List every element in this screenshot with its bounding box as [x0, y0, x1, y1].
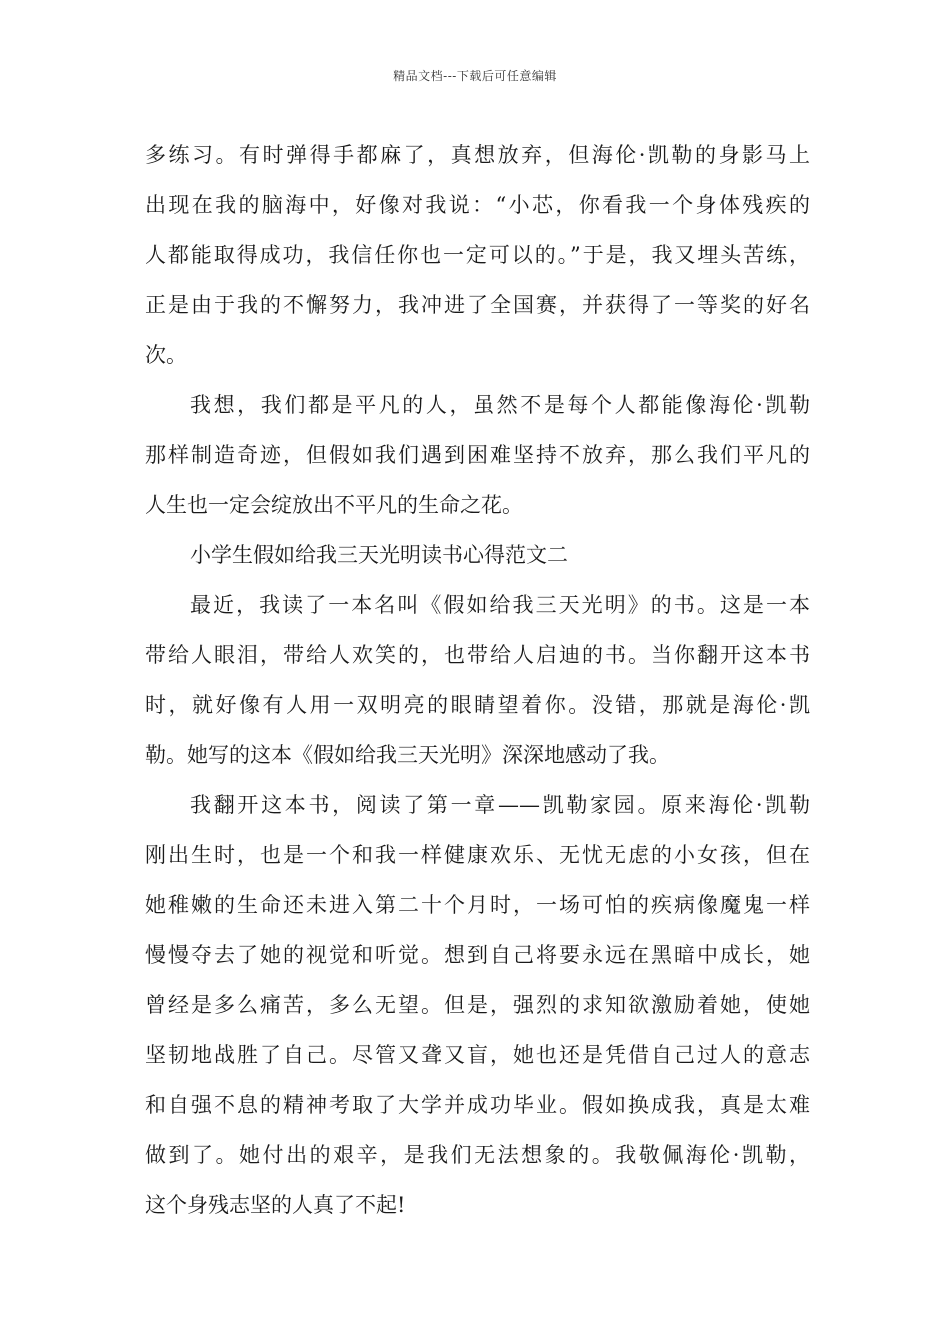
paragraph-first-line: 我翻开这本书，阅读了第一章——凯勒家园。原来海伦·凯勒 [190, 793, 810, 817]
text-line: 多练习。有时弹得手都麻了，真想放弃，但海伦·凯勒的身影马上 [145, 143, 810, 167]
text-line: 正是由于我的不懈努力，我冲进了全国赛，并获得了一等奖的好名 [145, 293, 810, 317]
text-line: 那样制造奇迹，但假如我们遇到困难坚持不放弃，那么我们平凡的 [145, 443, 810, 467]
paragraph-first-line: 最近，我读了一本名叫《假如给我三天光明》的书。这是一本 [190, 593, 810, 617]
text-line: 带给人眼泪，带给人欢笑的，也带给人启迪的书。当你翻开这本书 [145, 643, 810, 667]
paragraph-first-line: 我想，我们都是平凡的人，虽然不是每个人都能像海伦·凯勒 [190, 393, 810, 417]
text-line: 和自强不息的精神考取了大学并成功毕业。假如换成我，真是太难 [145, 1093, 810, 1117]
text-line: 出现在我的脑海中，好像对我说：“小芯，你看我一个身体残疾的 [145, 193, 810, 217]
document-body [145, 130, 810, 1230]
text-line: 勒。她写的这本《假如给我三天光明》深深地感动了我。 [145, 743, 670, 767]
text-line: 人都能取得成功，我信任你也一定可以的。”于是，我又埋头苦练， [145, 243, 810, 267]
section-heading: 小学生假如给我三天光明读书心得范文二 [190, 543, 568, 567]
text-line: 人生也一定会绽放出不平凡的生命之花。 [145, 493, 523, 517]
text-line: 次。 [145, 343, 187, 367]
text-line: 坚韧地战胜了自己。尽管又聋又盲，她也还是凭借自己过人的意志 [145, 1043, 810, 1067]
text-line: 时，就好像有人用一双明亮的眼睛望着你。没错，那就是海伦·凯 [145, 693, 810, 717]
text-line: 曾经是多么痛苦，多么无望。但是，强烈的求知欲激励着她，使她 [145, 993, 810, 1017]
text-line: 做到了。她付出的艰辛，是我们无法想象的。我敬佩海伦·凯勒， [145, 1143, 810, 1167]
text-line: 这个身残志坚的人真了不起! [145, 1193, 406, 1217]
text-line: 她稚嫩的生命还未进入第二十个月时，一场可怕的疾病像魔鬼一样 [145, 893, 810, 917]
text-line: 慢慢夺去了她的视觉和听觉。想到自己将要永远在黑暗中成长，她 [145, 943, 810, 967]
page-header: 精品文档---下载后可任意编辑 [393, 69, 557, 83]
text-line: 刚出生时，也是一个和我一样健康欢乐、无忧无虑的小女孩，但在 [145, 843, 810, 867]
